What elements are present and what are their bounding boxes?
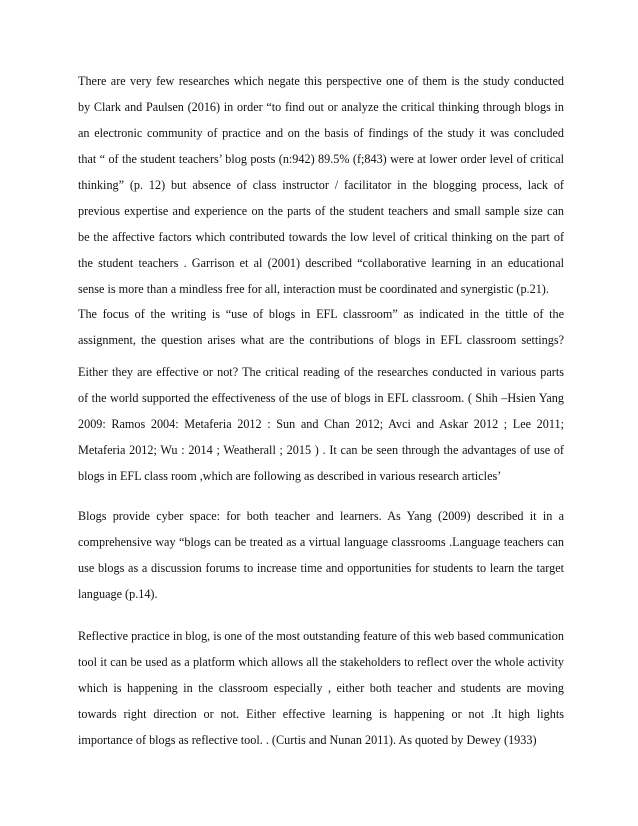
text-line: comprehensive way “blogs can be treated as a virtual language classrooms .Language teachers can bbox=[78, 535, 564, 549]
text-line: towards right direction or not. Either effective learning is happening or not .It high lights bbox=[78, 707, 564, 721]
text-line: be the affective factors which contributed towards the low level of critical thinking on the part of bbox=[78, 230, 564, 244]
text-line: use blogs as a discussion forums to increase time and opportunities for students to learn the target bbox=[78, 561, 564, 575]
text-line: the student teachers . Garrison et al (2001) described “collaborative learning in an educational bbox=[78, 256, 564, 270]
text-line: previous expertise and experience on the parts of the student teachers and small sample size can bbox=[78, 204, 564, 218]
text-line: that “ of the student teachers’ blog posts (n:942) 89.5% (f;843) were at lower order level of critical bbox=[78, 152, 564, 166]
text-line: Metaferia 2012; Wu : 2014 ; Weatherall ; 2015 ) . It can be seen through the advantages of use of bbox=[78, 443, 564, 457]
text-line: tool it can be used as a platform which allows all the stakeholders to reflect over the whole activity bbox=[78, 655, 564, 669]
text-line: There are very few researches which negate this perspective one of them is the study conducted bbox=[78, 74, 564, 88]
paragraph-2 bbox=[78, 301, 564, 489]
text-line: of the world supported the effectiveness of the use of blogs in EFL classroom. ( Shih –Hsien Yang bbox=[78, 391, 564, 405]
text-line: blogs in EFL class room ,which are following as described in various research articles’ bbox=[78, 469, 502, 483]
text-line: Either they are effective or not? The critical reading of the researches conducted in various parts bbox=[78, 365, 564, 379]
text-line: importance of blogs as reflective tool. . (Curtis and Nunan 2011). As quoted by Dewey (1933) bbox=[78, 733, 537, 747]
paragraph-4 bbox=[78, 623, 564, 753]
text-line: assignment, the question arises what are the contributions of blogs in EFL classroom settings? bbox=[78, 333, 564, 347]
paragraph-3 bbox=[78, 503, 564, 607]
text-line: which is happening in the classroom especially , either both teacher and students are moving bbox=[78, 681, 564, 695]
text-line: The focus of the writing is “use of blogs in EFL classroom” as indicated in the tittle of the bbox=[78, 307, 564, 321]
text-line: 2009: Ramos 2004: Metaferia 2012 : Sun and Chan 2012; Avci and Askar 2012 ; Lee 2011; bbox=[78, 417, 564, 431]
text-line: Reflective practice in blog, is one of the most outstanding feature of this web based communication bbox=[78, 629, 564, 643]
paragraph-1 bbox=[78, 68, 564, 302]
text-line: language (p.14). bbox=[78, 587, 158, 601]
text-line: an electronic community of practice and on the basis of findings of the study it was concluded bbox=[78, 126, 564, 140]
text-line: sense is more than a mindless free for all, interaction must be coordinated and synergistic (p.21). bbox=[78, 282, 549, 296]
text-line: thinking” (p. 12) but absence of class instructor / facilitator in the blogging process, lack of bbox=[78, 178, 564, 192]
text-line: Blogs provide cyber space: for both teacher and learners. As Yang (2009) described it in a bbox=[78, 509, 564, 523]
text-line: by Clark and Paulsen (2016) in order “to find out or analyze the critical thinking through blogs in bbox=[78, 100, 564, 114]
